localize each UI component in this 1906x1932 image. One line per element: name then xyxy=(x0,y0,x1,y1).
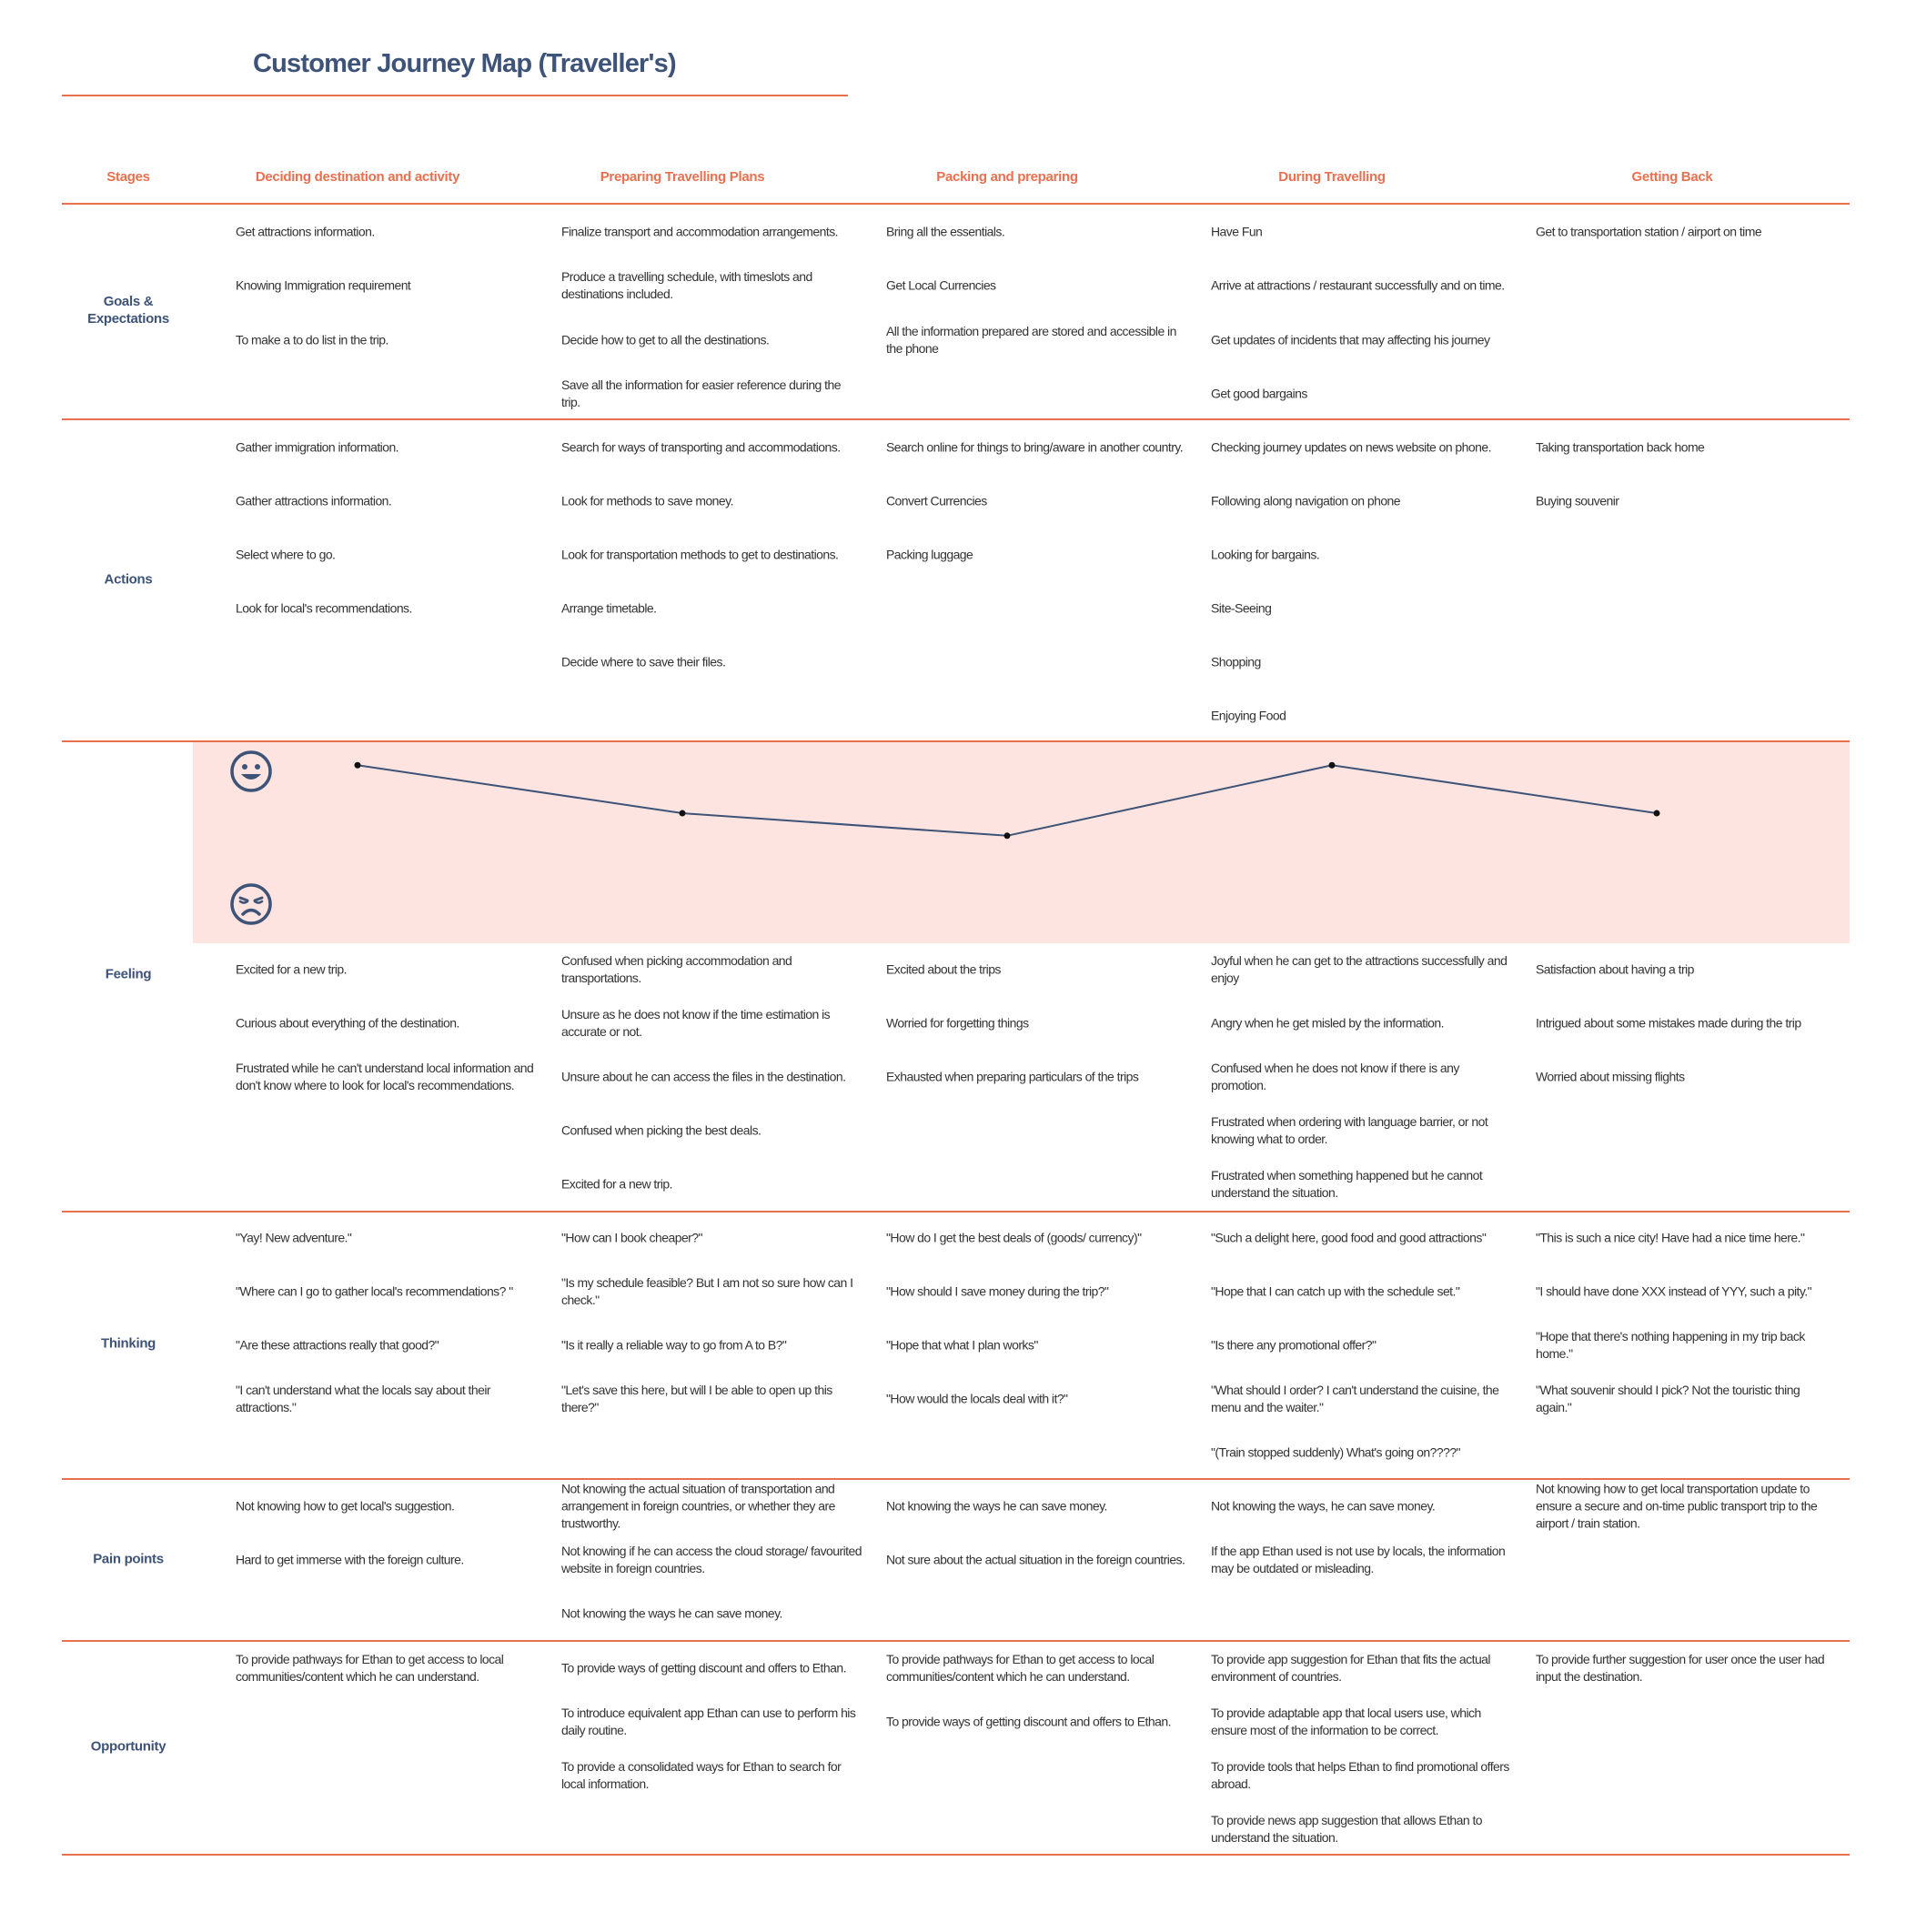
journey-cell: Intrigued about some mistakes made during the trip xyxy=(1536,1015,1801,1031)
journey-cell: To provide app suggestion for Ethan that fits the actual environment of countries. xyxy=(1211,1652,1490,1684)
journey-cell: "What should I order? I can't understand the cuisine, the menu and the waiter." xyxy=(1211,1383,1499,1414)
journey-cell: Curious about everything of the destination. xyxy=(236,1015,459,1031)
journey-cell: "How should I save money during the trip?" xyxy=(886,1283,1109,1299)
journey-cell: "Is it really a reliable way to go from A to B?" xyxy=(561,1337,787,1353)
journey-cell: Arrive at attractions / restaurant successfully and on time. xyxy=(1211,277,1505,293)
journey-cell: Bring all the essentials. xyxy=(886,224,1005,239)
journey-cell: "How can I book cheaper?" xyxy=(561,1230,702,1245)
journey-cell: Not knowing how to get local transportation update to ensure a secure and on-time public transport trip to the airport / train station. xyxy=(1536,1481,1818,1531)
journey-cell: Finalize transport and accommodation arrangements. xyxy=(561,224,839,239)
journey-cell: To provide adaptable app that local users use, which ensure most of the information to be correct. xyxy=(1211,1706,1481,1737)
journey-cell: Not knowing the actual situation of transportation and arrangement in foreign countries, or whether they are trustworthy. xyxy=(561,1481,835,1531)
journey-cell: Gather attractions information. xyxy=(236,493,392,508)
journey-cell: Not knowing how to get local's suggestion. xyxy=(236,1498,455,1514)
smiley-face-icon xyxy=(229,750,273,793)
feeling-band xyxy=(193,741,1850,943)
stage-header: Packing and preparing xyxy=(936,169,1078,185)
journey-cell: Unsure as he does not know if the time estimation is accurate or not. xyxy=(561,1007,831,1039)
page-title: Customer Journey Map (Traveller's) xyxy=(253,49,676,78)
journey-cell: "I should have done XXX instead of YYY, such a pity." xyxy=(1536,1283,1812,1299)
journey-cell: Joyful when he can get to the attractions successfully and enjoy xyxy=(1211,953,1508,985)
journey-cell: Frustrated when something happened but he cannot understand the situation. xyxy=(1211,1168,1483,1200)
journey-cell: Worried about missing flights xyxy=(1536,1069,1685,1084)
journey-cell: Get updates of incidents that may affecting his journey xyxy=(1211,332,1490,347)
journey-cell: Get to transportation station / airport on time xyxy=(1536,224,1762,239)
journey-cell: Packing luggage xyxy=(886,547,973,562)
journey-cell: Save all the information for easier reference during the trip. xyxy=(561,377,841,409)
title-underline xyxy=(62,95,848,96)
journey-cell: Hard to get immerse with the foreign culture. xyxy=(236,1552,464,1567)
row-label-pain: Pain points xyxy=(93,1551,164,1567)
journey-cell: Taking transportation back home xyxy=(1536,439,1705,455)
journey-cell: "Are these attractions really that good?" xyxy=(236,1337,439,1353)
stage-header: Deciding destination and activity xyxy=(255,169,460,185)
journey-cell: Confused when picking accommodation and transportations. xyxy=(561,953,792,985)
journey-cell: Look for transportation methods to get to destinations. xyxy=(561,547,839,562)
journey-cell: Not knowing the ways, he can save money. xyxy=(1211,1498,1436,1514)
journey-cell: Angry when he get misled by the information. xyxy=(1211,1015,1444,1031)
journey-cell: "Hope that there's nothing happening in my trip back home." xyxy=(1536,1329,1805,1361)
journey-cell: Excited about the trips xyxy=(886,961,1001,977)
journey-cell: Not knowing the ways he can save money. xyxy=(886,1498,1107,1514)
journey-cell: Produce a travelling schedule, with timeslots and destinations included. xyxy=(561,269,812,301)
journey-cell: Site-Seeing xyxy=(1211,600,1272,616)
journey-cell: Not sure about the actual situation in the foreign countries. xyxy=(886,1552,1185,1567)
journey-cell: Knowing Immigration requirement xyxy=(236,277,411,293)
journey-cell: Have Fun xyxy=(1211,224,1263,239)
journey-cell: "(Train stopped suddenly) What's going on????" xyxy=(1211,1444,1460,1460)
journey-cell: Frustrated when ordering with language barrier, or not knowing what to order. xyxy=(1211,1114,1488,1146)
stage-header: Getting Back xyxy=(1631,169,1713,185)
journey-cell: Get Local Currencies xyxy=(886,277,996,293)
journey-cell: To provide ways of getting discount and offers to Ethan. xyxy=(886,1714,1171,1729)
journey-cell: Confused when picking the best deals. xyxy=(561,1122,761,1138)
journey-cell: "Such a delight here, good food and good attractions" xyxy=(1211,1230,1487,1245)
row-label-opportunity: Opportunity xyxy=(90,1738,166,1755)
journey-cell: Frustrated while he can't understand local information and don't know where to look for local's recommendations. xyxy=(236,1061,534,1092)
journey-cell: Excited for a new trip. xyxy=(236,961,347,977)
journey-cell: To provide further suggestion for user once the user had input the destination. xyxy=(1536,1652,1825,1684)
journey-cell: All the information prepared are stored and accessible in the phone xyxy=(886,324,1176,356)
journey-cell: To provide pathways for Ethan to get access to local communities/content which he can understand. xyxy=(236,1652,504,1684)
journey-cell: To provide pathways for Ethan to get access to local communities/content which he can understand. xyxy=(886,1652,1155,1684)
journey-cell: Satisfaction about having a trip xyxy=(1536,961,1694,977)
stage-header: Preparing Travelling Plans xyxy=(600,169,765,185)
journey-cell: "I can't understand what the locals say about their attractions." xyxy=(236,1383,490,1414)
journey-cell: "How would the locals deal with it?" xyxy=(886,1391,1068,1406)
journey-cell: "Where can I go to gather local's recommendations? " xyxy=(236,1283,513,1299)
journey-cell: "Is my schedule feasible? But I am not so sure how can I check." xyxy=(561,1275,853,1307)
row-label-thinking: Thinking xyxy=(100,1335,156,1352)
journey-cell: Unsure about he can access the files in the destination. xyxy=(561,1069,846,1084)
journey-cell: To provide tools that helps Ethan to find promotional offers abroad. xyxy=(1211,1759,1509,1791)
sad-face-icon xyxy=(229,882,273,926)
journey-cell: "What souvenir should I pick? Not the touristic thing again." xyxy=(1536,1383,1800,1414)
journey-cell: Shopping xyxy=(1211,654,1261,669)
journey-cell: To introduce equivalent app Ethan can use to perform his daily routine. xyxy=(561,1706,856,1737)
journey-cell: Arrange timetable. xyxy=(561,600,657,616)
journey-cell: Enjoying Food xyxy=(1211,708,1286,723)
journey-cell: Looking for bargains. xyxy=(1211,547,1320,562)
journey-cell: Get attractions information. xyxy=(236,224,375,239)
journey-cell: Decide how to get to all the destinations. xyxy=(561,332,770,347)
row-divider xyxy=(62,1854,1850,1856)
journey-cell: Search for ways of transporting and accommodations. xyxy=(561,439,841,455)
journey-cell: Worried for forgetting things xyxy=(886,1015,1029,1031)
row-divider xyxy=(62,1211,1850,1213)
journey-cell: "How do I get the best deals of (goods/ currency)" xyxy=(886,1230,1142,1245)
journey-cell: "Let's save this here, but will I be able to open up this there?" xyxy=(561,1383,832,1414)
journey-cell: Look for methods to save money. xyxy=(561,493,733,508)
journey-cell: Buying souvenir xyxy=(1536,493,1619,508)
journey-cell: Search online for things to bring/aware in another country. xyxy=(886,439,1184,455)
row-label-actions: Actions xyxy=(104,571,153,588)
journey-cell: "Hope that I can catch up with the schedule set." xyxy=(1211,1283,1460,1299)
journey-cell: "Is there any promotional offer?" xyxy=(1211,1337,1377,1353)
journey-cell: Decide where to save their files. xyxy=(561,654,726,669)
row-divider xyxy=(62,1640,1850,1642)
journey-cell: Gather immigration information. xyxy=(236,439,399,455)
journey-cell: "Yay! New adventure." xyxy=(236,1230,352,1245)
row-divider xyxy=(62,740,1850,742)
journey-cell: Not knowing the ways he can save money. xyxy=(561,1605,782,1621)
row-divider xyxy=(62,418,1850,420)
journey-cell: If the app Ethan used is not use by locals, the information may be outdated or misleading. xyxy=(1211,1544,1506,1575)
journey-cell: To provide a consolidated ways for Ethan to search for local information. xyxy=(561,1759,842,1791)
journey-cell: "Hope that what I plan works" xyxy=(886,1337,1038,1353)
journey-cell: Checking journey updates on news website on phone. xyxy=(1211,439,1491,455)
stage-header: During Travelling xyxy=(1278,169,1386,185)
journey-cell: "This is such a nice city! Have had a nice time here." xyxy=(1536,1230,1805,1245)
journey-cell: Convert Currencies xyxy=(886,493,987,508)
journey-cell: Confused when he does not know if there is any promotion. xyxy=(1211,1061,1459,1092)
row-divider xyxy=(62,203,1850,205)
journey-cell: Look for local's recommendations. xyxy=(236,600,412,616)
journey-cell: Not knowing if he can access the cloud storage/ favourited website in foreign countries. xyxy=(561,1544,862,1575)
row-label-feeling: Feeling xyxy=(105,966,152,982)
journey-cell: To make a to do list in the trip. xyxy=(236,332,388,347)
journey-cell: Get good bargains xyxy=(1211,386,1307,401)
row-label-goals: Goals & Expectations xyxy=(87,294,169,327)
journey-cell: Following along navigation on phone xyxy=(1211,493,1401,508)
journey-cell: Exhausted when preparing particulars of the trips xyxy=(886,1069,1139,1084)
stage-header-label: Stages xyxy=(106,169,150,185)
journey-cell: To provide ways of getting discount and offers to Ethan. xyxy=(561,1660,846,1675)
journey-cell: Select where to go. xyxy=(236,547,336,562)
journey-cell: Excited for a new trip. xyxy=(561,1176,672,1192)
journey-cell: To provide news app suggestion that allows Ethan to understand the situation. xyxy=(1211,1813,1483,1845)
